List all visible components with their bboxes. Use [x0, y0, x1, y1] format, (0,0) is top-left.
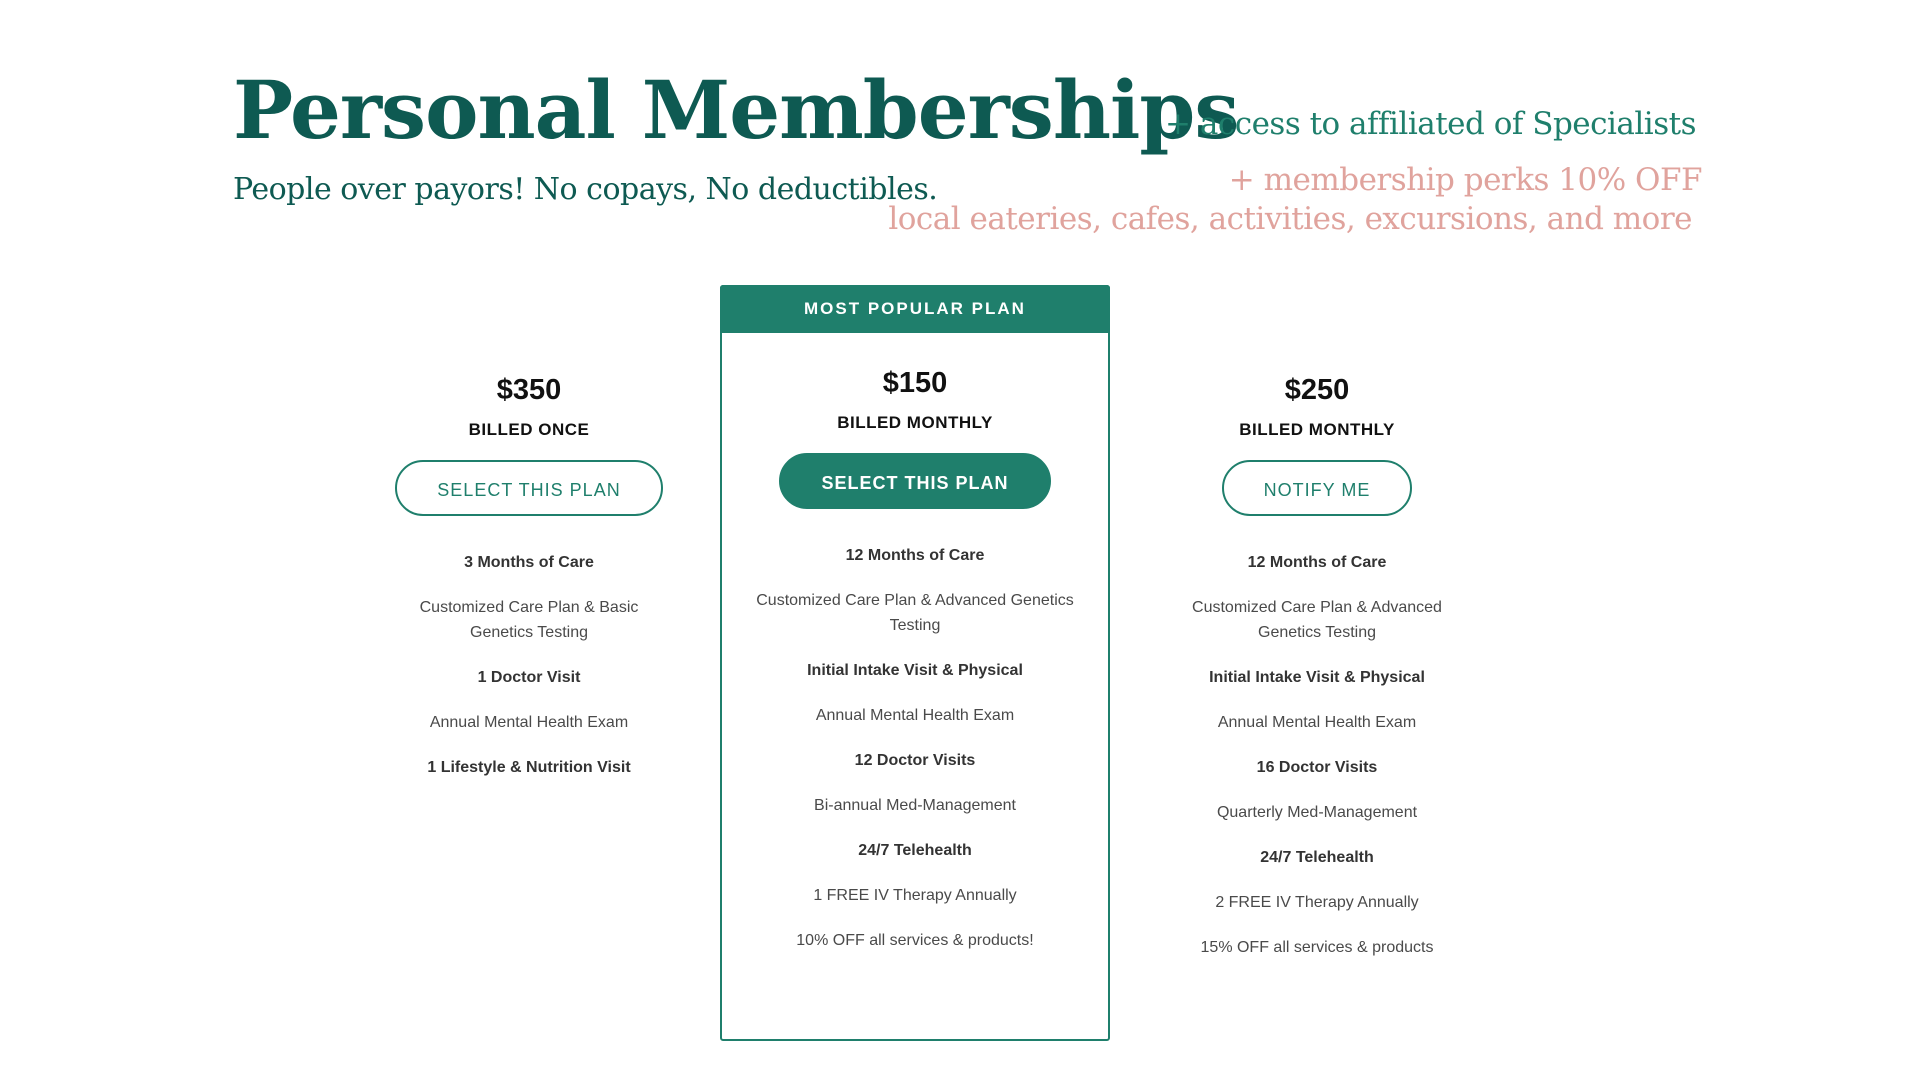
feature-item: Quarterly Med-Management — [1216, 804, 1418, 821]
feature-item: 12 Months of Care — [1247, 554, 1387, 571]
feature-item: 24/7 Telehealth — [858, 842, 972, 859]
feature-item: 3 Months of Care — [464, 554, 594, 571]
feature-item: Annual Mental Health Exam — [429, 714, 629, 731]
feature-list — [722, 543, 1108, 953]
perk-discount: + membership perks 10% OFF — [1228, 162, 1702, 198]
notify-me-button[interactable]: NOTIFY ME — [1222, 460, 1413, 516]
select-plan-button[interactable]: SELECT THIS PLAN — [395, 460, 662, 516]
feature-item: Annual Mental Health Exam — [1217, 714, 1417, 731]
feature-item: Initial Intake Visit & Physical — [807, 662, 1023, 679]
feature-item: Customized Care Plan & Advanced Genetics Testing — [756, 592, 1074, 634]
feature-list — [1160, 550, 1474, 960]
plan-billing: BILLED MONTHLY — [837, 413, 993, 432]
feature-item: 16 Doctor Visits — [1256, 759, 1378, 776]
feature-item: 10% OFF all services & products! — [796, 932, 1034, 949]
plan-billing: BILLED MONTHLY — [1239, 420, 1395, 439]
feature-list — [372, 550, 686, 780]
feature-item: 2 FREE IV Therapy Annually — [1215, 894, 1419, 911]
perk-discount-detail: local eateries, cafes, activities, excursions, and more — [888, 201, 1692, 237]
perk-specialists: + access to affiliated of Specialists — [1165, 106, 1696, 142]
feature-item: Customized Care Plan & Advanced Genetics Testing — [1192, 599, 1442, 641]
plan-card-12-months-featured — [720, 285, 1110, 1041]
feature-item: Bi-annual Med-Management — [814, 797, 1016, 814]
page-title: Personal Memberships — [233, 63, 1239, 157]
most-popular-badge: MOST POPULAR PLAN — [720, 285, 1110, 333]
plan-billing: BILLED ONCE — [468, 420, 590, 439]
feature-item: Initial Intake Visit & Physical — [1209, 669, 1425, 686]
feature-item: 1 Doctor Visit — [477, 669, 581, 686]
feature-item: 15% OFF all services & products — [1200, 939, 1434, 956]
plan-card-12-months-notify — [1160, 290, 1474, 980]
feature-item: 12 Doctor Visits — [854, 752, 976, 769]
plan-card-3-months — [372, 290, 686, 800]
plan-price: $350 — [496, 374, 562, 406]
feature-item: 1 FREE IV Therapy Annually — [813, 887, 1017, 904]
feature-item: Customized Care Plan & Basic Genetics Testing — [419, 599, 639, 641]
plan-price: $250 — [1284, 374, 1350, 406]
feature-item: 1 Lifestyle & Nutrition Visit — [427, 759, 631, 776]
feature-item: Annual Mental Health Exam — [815, 707, 1015, 724]
feature-item: 24/7 Telehealth — [1260, 849, 1374, 866]
page-subtitle: People over payors! No copays, No deductibles. — [233, 172, 938, 207]
feature-item: 12 Months of Care — [845, 547, 985, 564]
select-plan-button[interactable]: SELECT THIS PLAN — [779, 453, 1050, 509]
plan-price: $150 — [882, 367, 948, 399]
